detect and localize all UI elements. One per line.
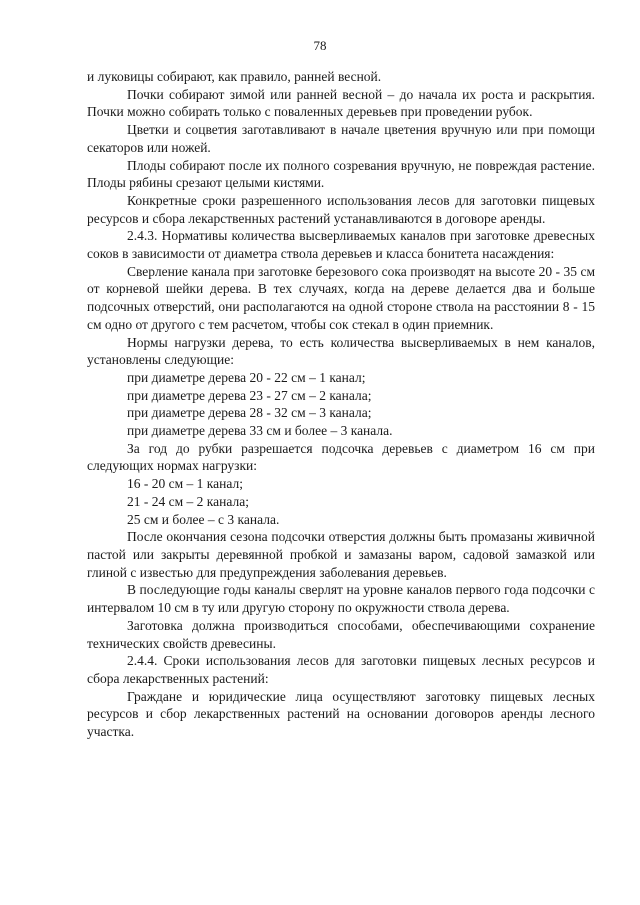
- page-number: 78: [313, 38, 327, 53]
- paragraph: За год до рубки разрешается подсочка деревьев с диаметром 16 см при следующих нормах нагрузки:: [87, 440, 595, 474]
- list-item: 25 см и более – с 3 канала.: [127, 511, 280, 527]
- paragraph: Цветки и соцветия заготавливают в начале цветения вручную или при помощи секаторов или ножей.: [87, 122, 595, 155]
- list-item: при диаметре дерева 33 см и более – 3 канала.: [127, 423, 393, 439]
- list-item: 21 - 24 см – 2 канала;: [127, 493, 249, 509]
- paragraph: Нормы нагрузки дерева, то есть количества высверливаемых в нем каналов, установлены следующие:: [87, 334, 595, 368]
- list-item: 16 - 20 см – 1 канал;: [127, 476, 243, 492]
- paragraph: Конкретные сроки разрешенного использования лесов для заготовки пищевых ресурсов и сбора лекарственных растений устанавливаются в договоре аренды.: [87, 192, 595, 226]
- list-item: при диаметре дерева 23 - 27 см – 2 канала;: [127, 387, 372, 403]
- list-item: при диаметре дерева 20 - 22 см – 1 канал;: [127, 369, 366, 385]
- paragraph: После окончания сезона подсочки отверстия должны быть промазаны живичной пастой или закрыты деревянной пробкой и замазаны варом, садовой замазкой или глиной с известью для предупреждения заболевания деревьев.: [87, 529, 595, 580]
- paragraph: и луковицы собирают, как правило, ранней весной.: [87, 69, 382, 84]
- paragraph: Почки собирают зимой или ранней весной – до начала их роста и раскрытия. Почки можно собирать только с поваленных деревьев при проведении рубок.: [87, 86, 595, 120]
- list-item: при диаметре дерева 28 - 32 см – 3 канала;: [127, 405, 372, 421]
- paragraph: Заготовка должна производиться способами, обеспечивающими сохранение технических свойств древесины.: [87, 617, 595, 651]
- paragraph: В последующие годы каналы сверлят на уровне каналов первого года подсочки с интервалом 10 см в ту или другую сторону по окружности ствола дерева.: [87, 582, 595, 616]
- section-heading-2-4-4: 2.4.4. Сроки использования лесов для заготовки пищевых лесных ресурсов и сбора лекарственных растений:: [87, 653, 595, 686]
- paragraph: Граждане и юридические лица осуществляют заготовку пищевых лесных ресурсов и сбор лекарственных растений на основании договоров аренды лесного участка.: [87, 688, 595, 740]
- paragraph: Сверление канала при заготовке березового сока производят на высоте 20 - 35 см от корневой шейки дерева. В тех случаях, когда на дереве делается два и больше подсочных отверстий, они располагаются на одной стороне ствола на расстоянии 8 - 15 см одно от другого с тем расчетом, чтобы сок стекал в один приемник.: [87, 263, 595, 332]
- paragraph: Плоды собирают после их полного созревания вручную, не повреждая растение. Плоды рябины срезают целыми кистями.: [87, 157, 595, 191]
- document-body: [87, 68, 595, 741]
- section-heading-2-4-3: 2.4.3. Нормативы количества высверливаемых каналов при заготовке древесных соков в зависимости от диаметра ствола деревьев и класса бонитета насаждения:: [87, 228, 595, 262]
